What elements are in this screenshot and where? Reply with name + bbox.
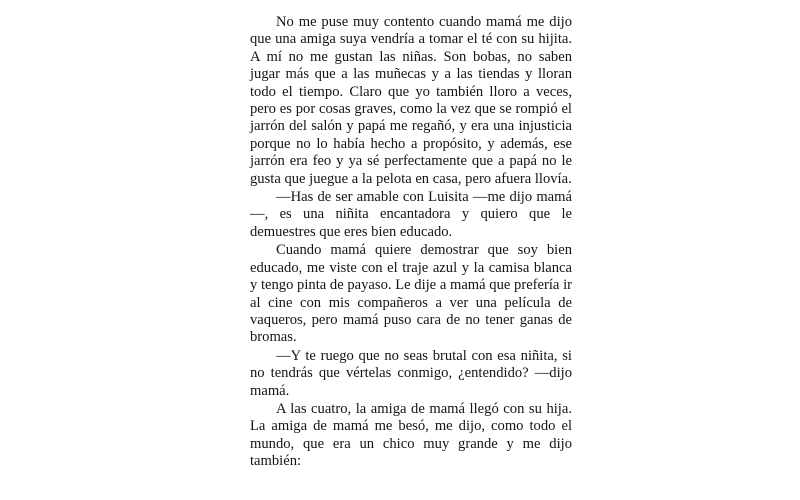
paragraph-1: No me puse muy contento cuando mamá me dijo que una amiga suya vendría a tomar el té con su hijita. A mí no me gustan las niñas. Son bobas, no saben jugar más que a las muñecas y a las tiendas y lloran todo el tiempo. Claro que yo también lloro a veces, pero es por cosas graves, como la vez que se rompió el jarrón del salón y papá me regañó, y era una injusticia porque no lo había hecho a propósito, y además, ese jarrón era feo y ya sé perfectamente que a papá no le gusta que juegue a la pelota en casa, pero afuera llovía. [250, 14, 572, 187]
paragraph-3: Cuando mamá quiere demostrar que soy bien educado, me viste con el traje azul y la camisa blanca y tengo pinta de payaso. Le dije a mamá que prefería ir al cine con mis compañeros a ver una película de vaqueros, pero mamá puso cara de no tener ganas de bromas. [250, 242, 572, 346]
book-page [250, 14, 572, 471]
paragraph-5: A las cuatro, la amiga de mamá llegó con su hija. La amiga de mamá me besó, me dijo, como todo el mundo, que era un chico muy grande y me dijo también: [250, 400, 572, 470]
paragraph-4: —Y te ruego que no seas brutal con esa niñita, si no tendrás que vértelas conmigo, ¿entendido? —dijo mamá. [250, 347, 572, 399]
paragraph-2: —Has de ser amable con Luisita —me dijo mamá—, es una niñita encantadora y quiero que le demuestres que eres bien educado. [250, 189, 572, 240]
